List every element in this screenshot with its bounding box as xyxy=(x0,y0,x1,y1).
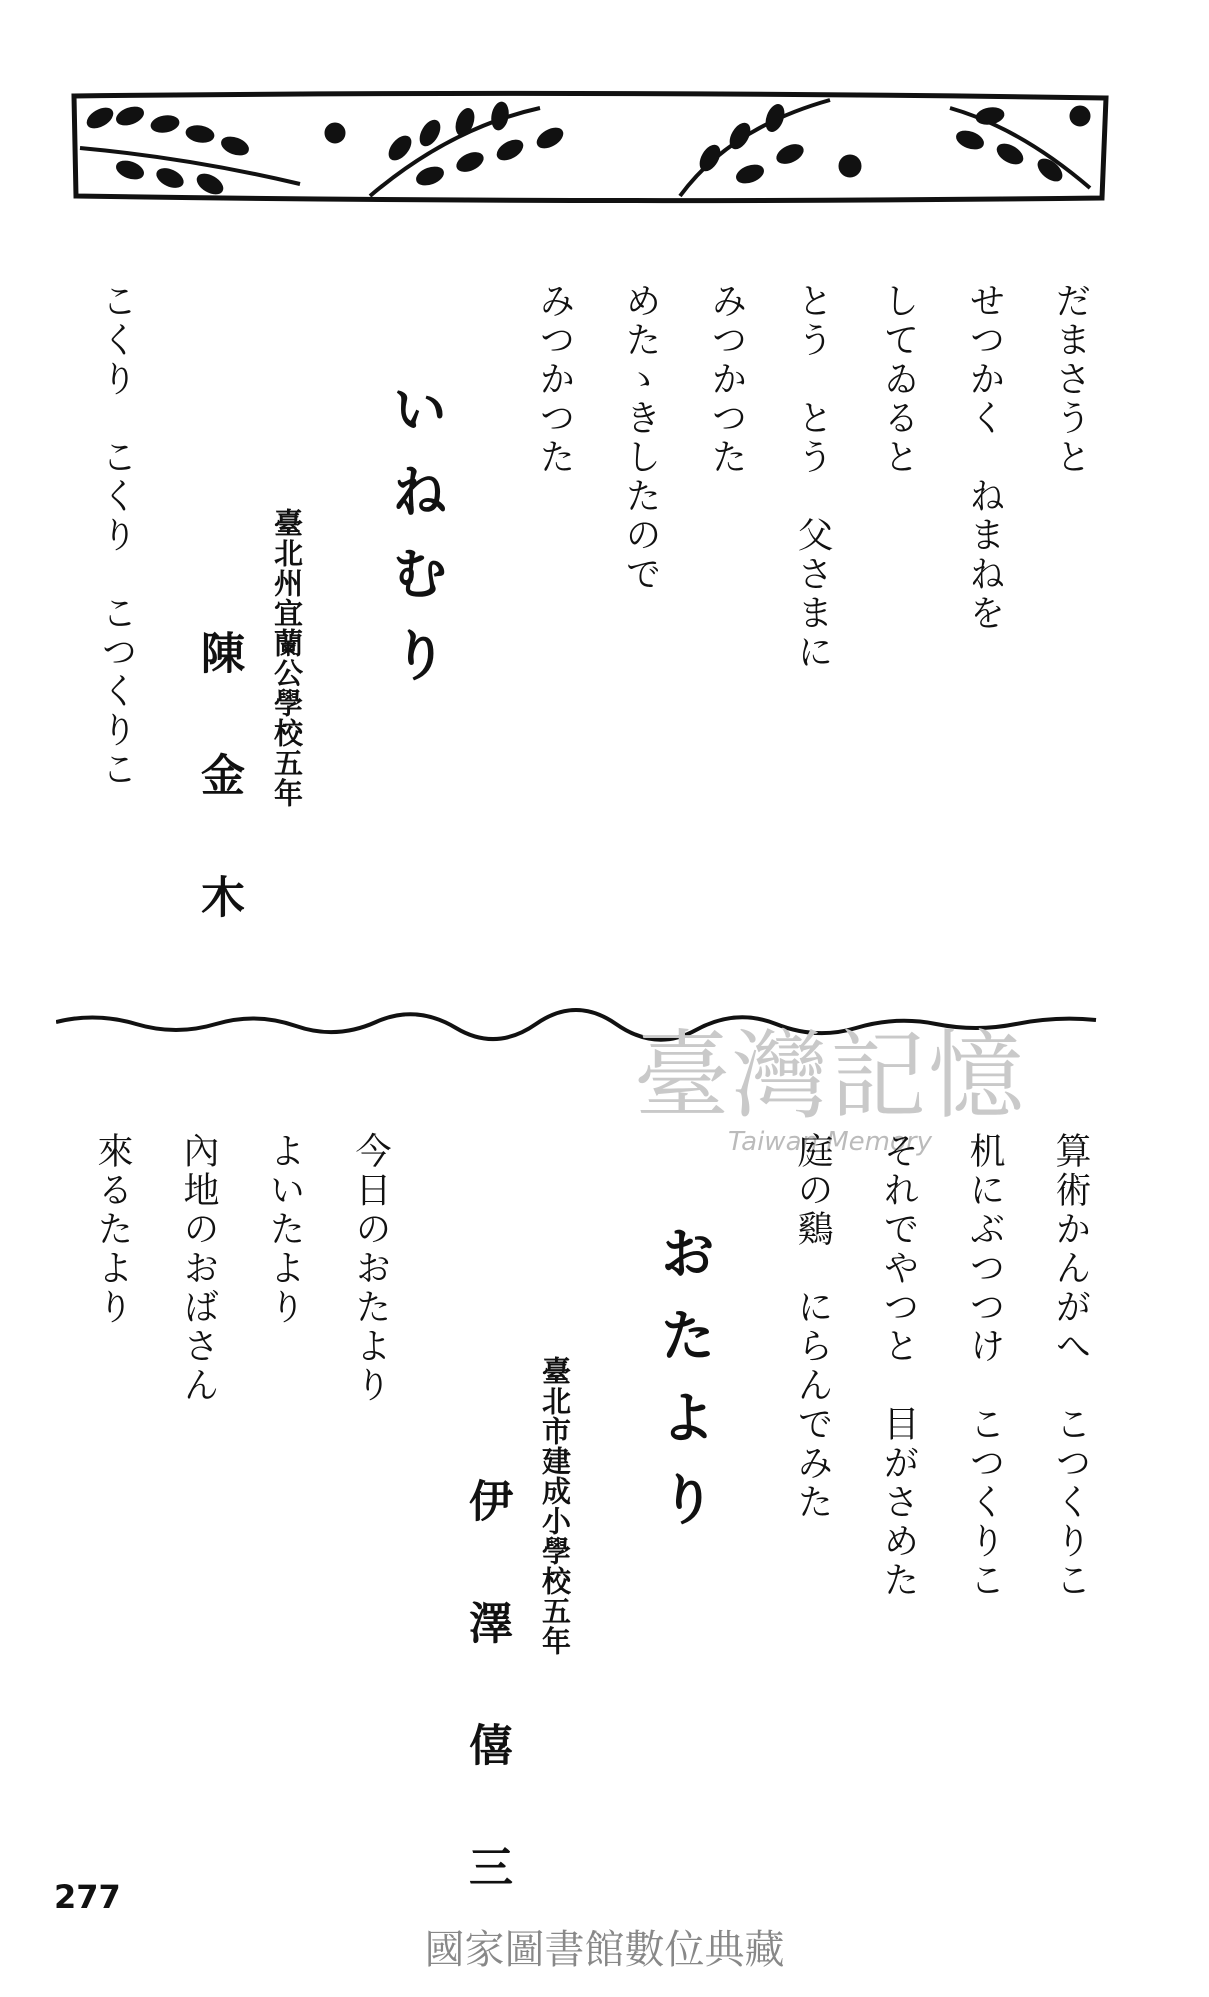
poem2-line-1: 算術かんがへ こつくりこ xyxy=(1050,1132,1091,1600)
poem2-line-2: 机にぶつつけ こつくりこ xyxy=(964,1132,1005,1600)
poem1-line-4: とう とう 父さまに xyxy=(792,282,833,672)
poem2-line-5: 今日のおたより xyxy=(350,1132,391,1405)
poem1-title: いねむり xyxy=(383,380,449,708)
page-number: 277 xyxy=(54,1878,121,1916)
poem1-line-5: みつかつた xyxy=(706,282,747,477)
poem1-line-2: せつかく ねまねを xyxy=(964,282,1005,633)
poem1-line-6: めたゝきしたので xyxy=(620,282,661,594)
poem1-line-8: こくり こくり こつくりこ xyxy=(96,282,137,789)
watermark-english: Taiwan Memory xyxy=(728,1127,932,1157)
archive-footer: 國家圖書館數位典藏 xyxy=(424,1927,785,1973)
poem2-school: 臺北市建成小學校五年 xyxy=(538,1356,572,1656)
poem2-author: 伊澤僖三 xyxy=(461,1478,512,1966)
poem2-title: おたより xyxy=(651,1224,717,1552)
poem1-author: 陳金木 xyxy=(193,630,244,996)
poem2-line-4: 庭の鷄 にらんでみた xyxy=(792,1132,833,1522)
poem2-line-3: それでやつと 目がさめた xyxy=(878,1132,919,1600)
poem2-line-6: よいたより xyxy=(264,1132,305,1327)
poem1-school: 臺北州宜蘭公學校五年 xyxy=(270,508,304,808)
poem1-line-7: みつかつた xyxy=(534,282,575,477)
poem2-line-8: 來るたより xyxy=(92,1132,133,1327)
header-ornament xyxy=(70,88,1110,206)
poem1-line-1: だまさうと xyxy=(1050,282,1091,477)
watermark-logo-text: 臺灣記憶 xyxy=(634,1020,1026,1132)
poem2-line-7: 內地のおばさん xyxy=(178,1132,219,1405)
poem1-line-3: してゐると xyxy=(878,282,919,477)
